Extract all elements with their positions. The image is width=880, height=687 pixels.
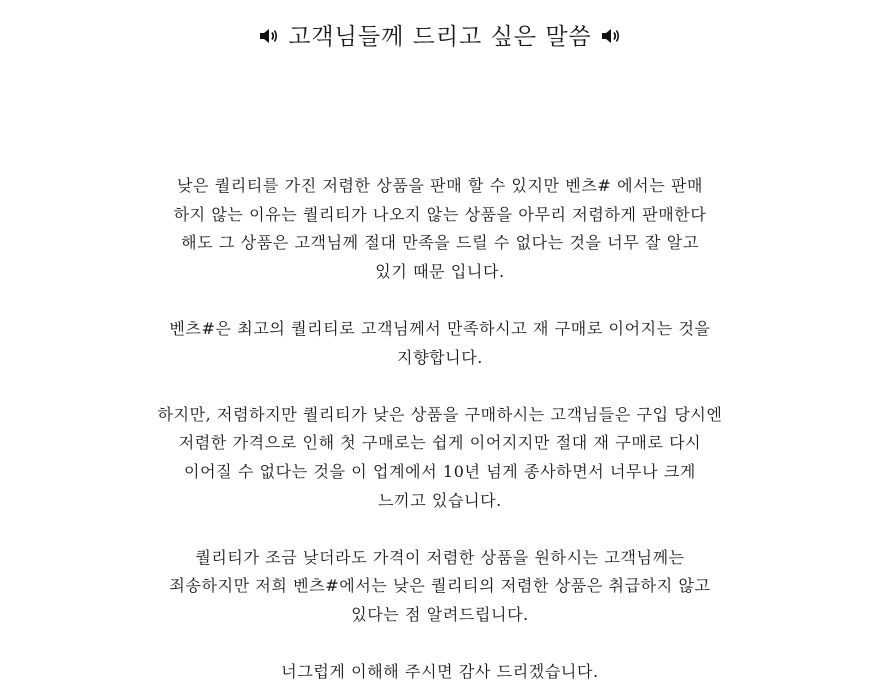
paragraph-quality-policy <box>0 172 880 286</box>
text-line: 하지만, 저렴하지만 퀄리티가 낮은 상품을 구매하시는 고객님들은 구입 당시엔 <box>157 404 723 424</box>
speaker-icon <box>258 26 280 46</box>
paragraph-aim <box>0 315 880 372</box>
paragraph-experience <box>0 401 880 515</box>
text-line: 이어질 수 없다는 것을 이 업계에서 10년 넘게 종사하면서 너무나 크게 <box>184 461 696 481</box>
notice-header <box>0 18 880 56</box>
text-line: 너그럽게 이해해 주시면 감사 드리겠습니다. <box>281 662 599 682</box>
text-line: 벤츠#은 최고의 퀄리티로 고객님께서 만족하시고 재 구매로 이어지는 것을 <box>169 318 711 338</box>
text-line: 하지 않는 이유는 퀄리티가 나오지 않는 상품을 아무리 저렴하게 판매한다 <box>173 204 707 224</box>
notice-body <box>0 172 880 687</box>
paragraph-apology <box>0 544 880 630</box>
text-line: 해도 그 상품은 고객님께 절대 만족을 드릴 수 없다는 것을 너무 잘 알고 <box>181 233 699 253</box>
text-line: 저렴한 가격으로 인해 첫 구매로는 쉽게 이어지지만 절대 재 구매로 다시 <box>178 433 702 453</box>
speaker-icon <box>600 26 622 46</box>
text-line: 지향합니다. <box>397 347 483 367</box>
text-line: 있기 때문 입니다. <box>375 261 505 281</box>
text-line: 있다는 점 알려드립니다. <box>351 604 529 624</box>
page-title: 고객님들께 드리고 싶은 말씀 <box>288 24 592 50</box>
text-line: 느끼고 있습니다. <box>378 490 502 510</box>
text-line: 죄송하지만 저희 벤츠#에서는 낮은 퀄리티의 저렴한 상품은 취급하지 않고 <box>169 576 711 596</box>
text-line: 낮은 퀄리티를 가진 저렴한 상품을 판매 할 수 있지만 벤츠# 에서는 판매 <box>176 176 704 195</box>
text-line: 퀄리티가 조금 낮더라도 가격이 저렴한 상품을 원하시는 고객님께는 <box>195 547 685 567</box>
paragraph-thanks <box>0 658 880 687</box>
